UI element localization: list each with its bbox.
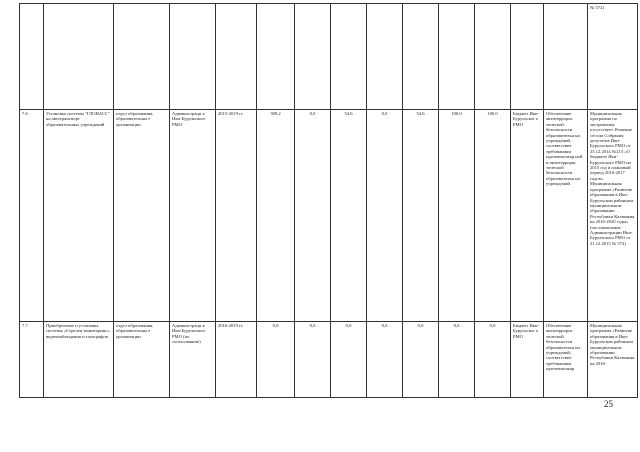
measure-name: Приобретение и установка системы «Стрелец-мониторинг», видеонаблюдения и тахографов	[44, 322, 114, 398]
result-cell: Обеспечение антитеррорис тической безопасности образовательн ых учреждений, соответствие требованиям противопожар ной и антитеррорис тической безопасности образовательн ых учреждений	[544, 110, 588, 322]
partners-cell: Администраци я Ики-Бурульского РМО (по согласованию)	[170, 322, 216, 398]
table-row	[20, 110, 638, 322]
source-cell: Бюджет Ики-Бурульског о РМО	[511, 322, 544, 398]
page-number: 25	[604, 399, 613, 409]
basis-cell: № 572)	[588, 4, 638, 110]
value-cell: 0,0	[257, 322, 295, 398]
basis-cell: Муниципальная программа по экстремизму отсутствует. Решение сессии Собрания депутатов Ики-Бурульского РМО от 25.12.2014 №213 «О бюджете Ики-Бурульского РМО на 2015 год и плановый период 2016-2017 годов» Муниципальная программа «Развитие образования в Ики-Бурульском районном муниципальном образовании Республики Калмыкия на 2016-2020 годы» (постановление Администрации Ики-Бурульского РМО от 21.12.2015 № 572)	[588, 110, 638, 322]
basis-cell: Муниципальная программа «Развитие образования в Ики-Бурульском районном муниципальном образовании Республики Калмыкия на 2016-	[588, 322, 638, 398]
value-cell: 0,0	[295, 322, 331, 398]
value-cell: 100,0	[475, 110, 511, 322]
value-cell: 54,6	[331, 110, 367, 322]
value-cell: 0,0	[475, 322, 511, 398]
value-cell: 54,6	[403, 110, 439, 322]
partners-cell: Администраци я Ики-Бурульского РМО	[170, 110, 216, 322]
value-cell: 0,0	[295, 110, 331, 322]
table-row	[20, 322, 638, 398]
table-row-continuation	[20, 4, 638, 110]
period-cell: 2016-2019 гг.	[216, 322, 257, 398]
value-cell: 0,0	[403, 322, 439, 398]
value-cell: 0,0	[367, 110, 403, 322]
measure-name: Установка системы "ГЛОНАСС" на автотранспорт образовательных учреждений	[44, 110, 114, 322]
value-cell: 309,2	[257, 110, 295, 322]
value-cell: 0,0	[367, 322, 403, 398]
period-cell: 2015-2019 гг.	[216, 110, 257, 322]
result-cell: Обеспечение антитеррорис тической безопасности образовательн ых учреждений, соответствие требованиям противопожар	[544, 322, 588, 398]
measures-table	[19, 3, 638, 398]
source-cell: Бюджет Ики-Бурульског о РМО	[511, 110, 544, 322]
row-number: 7.6	[20, 110, 44, 322]
value-cell: 100,0	[439, 110, 475, 322]
executor-cell: отдел образования, образовательны е организации	[114, 110, 170, 322]
row-number: 7.7	[20, 322, 44, 398]
executor-cell: отдел образования, образовательны е организации	[114, 322, 170, 398]
value-cell: 0,0	[439, 322, 475, 398]
value-cell: 0,0	[331, 322, 367, 398]
